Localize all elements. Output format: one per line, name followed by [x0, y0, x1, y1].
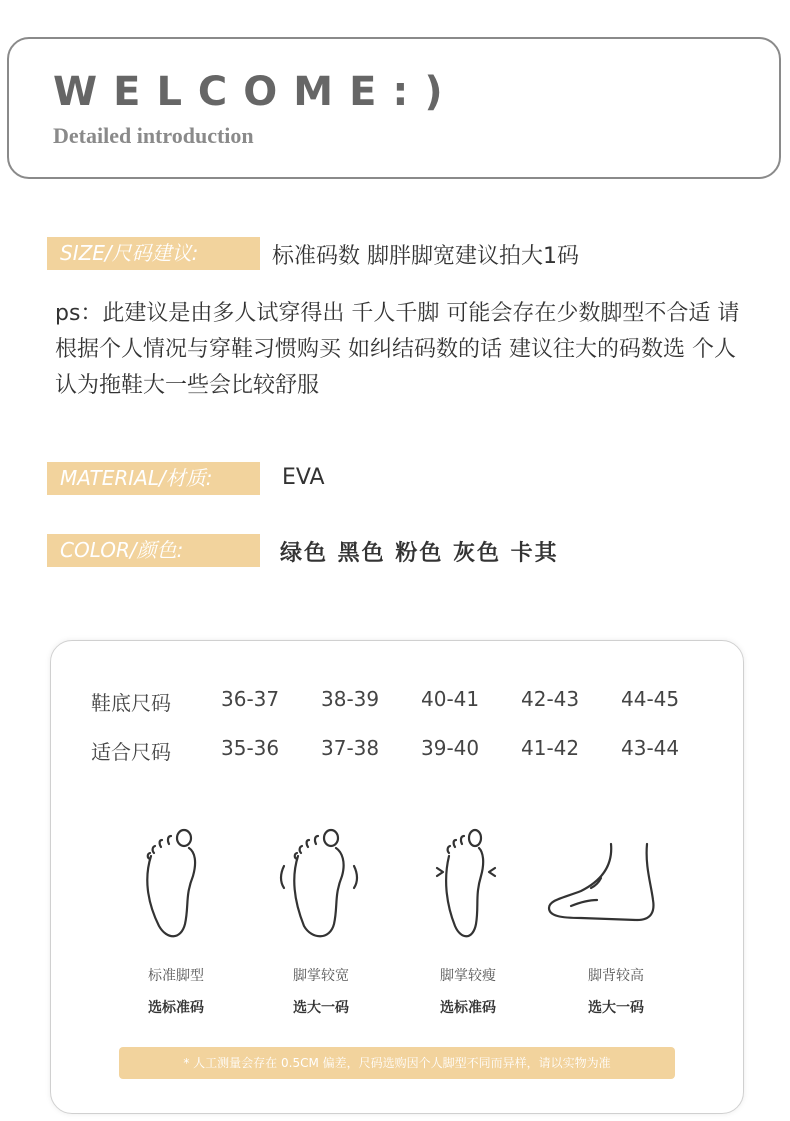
thin-foot-icon	[423, 826, 513, 944]
measurement-disclaimer: * 人工测量会存在 0.5CM 偏差，尺码选购因个人脚型不同而异样，请以实物为准	[119, 1047, 675, 1079]
sole-size-row	[91, 687, 711, 715]
welcome-subtitle: Detailed introduction	[53, 123, 254, 148]
color-tag: COLOR/颜色:	[47, 534, 260, 567]
color-value: 绿色 黑色 粉色 灰色 卡其	[280, 541, 559, 566]
standard-foot-icon	[131, 826, 221, 944]
size-advice-tag: SIZE/尺码建议:	[47, 237, 260, 270]
wide-foot-icon	[276, 826, 366, 944]
high-instep-foot-icon	[541, 826, 671, 944]
sole-size-cell: 42-43	[521, 687, 580, 711]
foot-advice: 选标准码	[148, 1000, 204, 1016]
foot-caption: 脚掌较宽	[293, 968, 349, 984]
foot-caption: 脚掌较瘦	[440, 968, 496, 984]
sole-size-cell: 44-45	[621, 687, 680, 711]
fit-size-label: 适合尺码	[91, 740, 171, 764]
size-advice-value: 标准码数 脚胖脚宽建议拍大1码	[272, 244, 579, 269]
size-advice-note: ps：此建议是由多人试穿得出 千人千脚 可能会存在少数脚型不合适 请根据个人情况与穿鞋习惯购买 如纠结码数的话 建议往大的码数选 个人认为拖鞋大一些会比较舒服	[55, 301, 740, 398]
fit-size-row	[91, 736, 711, 764]
welcome-title: WELCOME:)	[53, 69, 459, 115]
foot-caption: 脚背较高	[588, 968, 644, 984]
fit-size-cell: 41-42	[521, 736, 580, 760]
welcome-header-box	[7, 37, 781, 179]
material-tag: MATERIAL/材质:	[47, 462, 260, 495]
fit-size-cell: 39-40	[421, 736, 480, 760]
foot-advice: 选大一码	[588, 1000, 644, 1016]
sole-size-cell: 38-39	[321, 687, 380, 711]
sole-size-cell: 36-37	[221, 687, 280, 711]
fit-size-cell: 43-44	[621, 736, 680, 760]
sole-size-cell: 40-41	[421, 687, 480, 711]
fit-size-cell: 37-38	[321, 736, 380, 760]
foot-advice: 选大一码	[293, 1000, 349, 1016]
fit-size-cell: 35-36	[221, 736, 280, 760]
foot-caption: 标准脚型	[148, 968, 204, 984]
size-chart-card	[50, 640, 744, 1114]
foot-advice: 选标准码	[440, 1000, 496, 1016]
sole-size-label: 鞋底尺码	[91, 691, 171, 715]
material-value: EVA	[282, 465, 325, 490]
